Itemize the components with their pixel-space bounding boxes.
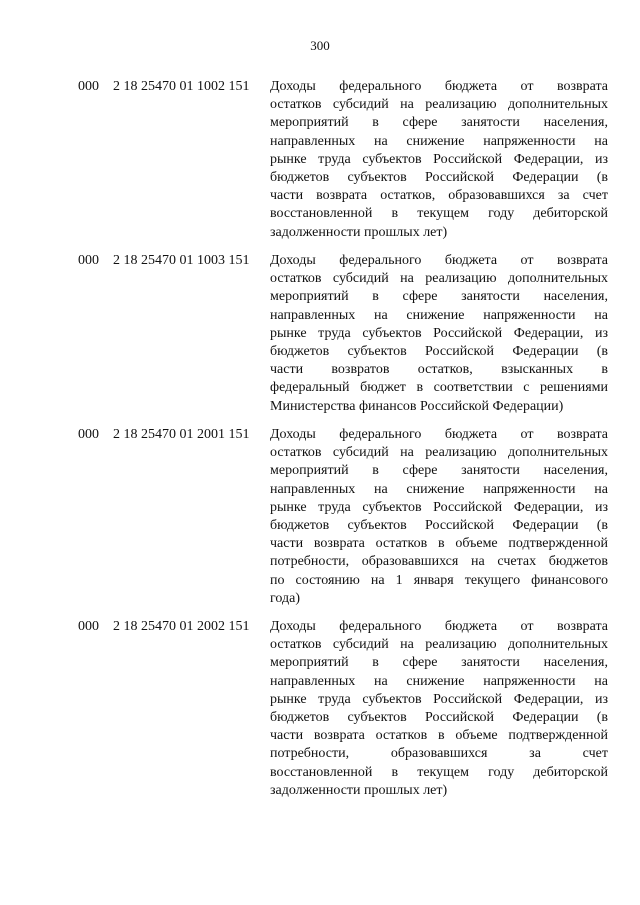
description-line: восстановленной в текущем году дебиторской <box>270 206 608 222</box>
description-line: рынке труда субъектов Российской Федерации, из <box>270 499 608 515</box>
description-line: направленных на снижение напряженности на <box>270 673 608 689</box>
description-line: части возврата остатков, образовавшихся за счет <box>270 188 608 204</box>
admin-code: 000 <box>78 253 99 268</box>
budget-code-entry <box>78 78 608 240</box>
description-line: направленных на снижение напряженности на <box>270 307 608 323</box>
description-line: части возврата остатков в объеме подтвержденной <box>270 728 608 744</box>
description-line: направленных на снижение напряженности на <box>270 133 608 149</box>
entry-description <box>270 252 608 416</box>
description-line: мероприятий в сфере занятости населения, <box>270 463 608 479</box>
page-number: 300 <box>310 38 330 53</box>
description-line: Доходы федерального бюджета от возврата <box>270 79 608 94</box>
description-line: Министерства финансов Российской Федерации) <box>270 398 564 414</box>
admin-code: 000 <box>78 79 99 94</box>
budget-code-entry <box>78 618 608 798</box>
description-line: остатков субсидий на реализацию дополнительных <box>270 637 608 653</box>
description-line: Доходы федерального бюджета от возврата <box>270 427 608 442</box>
budget-code-entry <box>78 426 608 606</box>
description-line: мероприятий в сфере занятости населения, <box>270 655 608 671</box>
description-line: рынке труда субъектов Российской Федерации, из <box>270 151 608 167</box>
description-line: части возврата остатков в объеме подтвержденной <box>270 536 608 552</box>
entry-description <box>270 618 608 800</box>
description-line: Доходы федерального бюджета от возврата <box>270 619 608 634</box>
budget-code-list <box>78 78 608 798</box>
description-line: рынке труда субъектов Российской Федерации, из <box>270 691 608 707</box>
entry-description <box>270 426 608 608</box>
description-line: восстановленной в текущем году дебиторской <box>270 764 608 780</box>
description-line: бюджетов субъектов Российской Федерации (в <box>270 169 608 185</box>
description-line: части возвратов остатков, взысканных в <box>270 362 608 378</box>
description-line: Доходы федерального бюджета от возврата <box>270 253 608 268</box>
description-line: остатков субсидий на реализацию дополнительных <box>270 271 608 287</box>
description-line: задолженности прошлых лет) <box>270 224 448 240</box>
description-line: задолженности прошлых лет) <box>270 782 448 798</box>
admin-code: 000 <box>78 427 99 442</box>
description-line: направленных на снижение напряженности на <box>270 481 608 497</box>
budget-classification-code: 2 18 25470 01 1002 151 <box>113 79 250 94</box>
description-line: потребности, образовавшихся на счетах бюджетов <box>270 554 608 570</box>
description-line: мероприятий в сфере занятости населения, <box>270 115 608 131</box>
budget-code-entry <box>78 252 608 414</box>
entry-description <box>270 78 608 242</box>
description-line: бюджетов субъектов Российской Федерации (в <box>270 709 608 725</box>
budget-classification-code: 2 18 25470 01 2002 151 <box>113 619 250 634</box>
description-line: федеральный бюджет в соответствии с решениями <box>270 380 608 396</box>
description-line: по состоянию на 1 января текущего финансового <box>270 572 608 588</box>
description-line: года) <box>270 590 300 606</box>
description-line: мероприятий в сфере занятости населения, <box>270 289 608 305</box>
description-line: остатков субсидий на реализацию дополнительных <box>270 97 608 113</box>
admin-code: 000 <box>78 619 99 634</box>
description-line: остатков субсидий на реализацию дополнительных <box>270 445 608 461</box>
description-line: рынке труда субъектов Российской Федерации, из <box>270 325 608 341</box>
description-line: бюджетов субъектов Российской Федерации (в <box>270 343 608 359</box>
description-line: потребности, образовавшихся за счет <box>270 746 608 762</box>
budget-classification-code: 2 18 25470 01 2001 151 <box>113 427 250 442</box>
description-line: бюджетов субъектов Российской Федерации (в <box>270 517 608 533</box>
budget-classification-code: 2 18 25470 01 1003 151 <box>113 253 250 268</box>
